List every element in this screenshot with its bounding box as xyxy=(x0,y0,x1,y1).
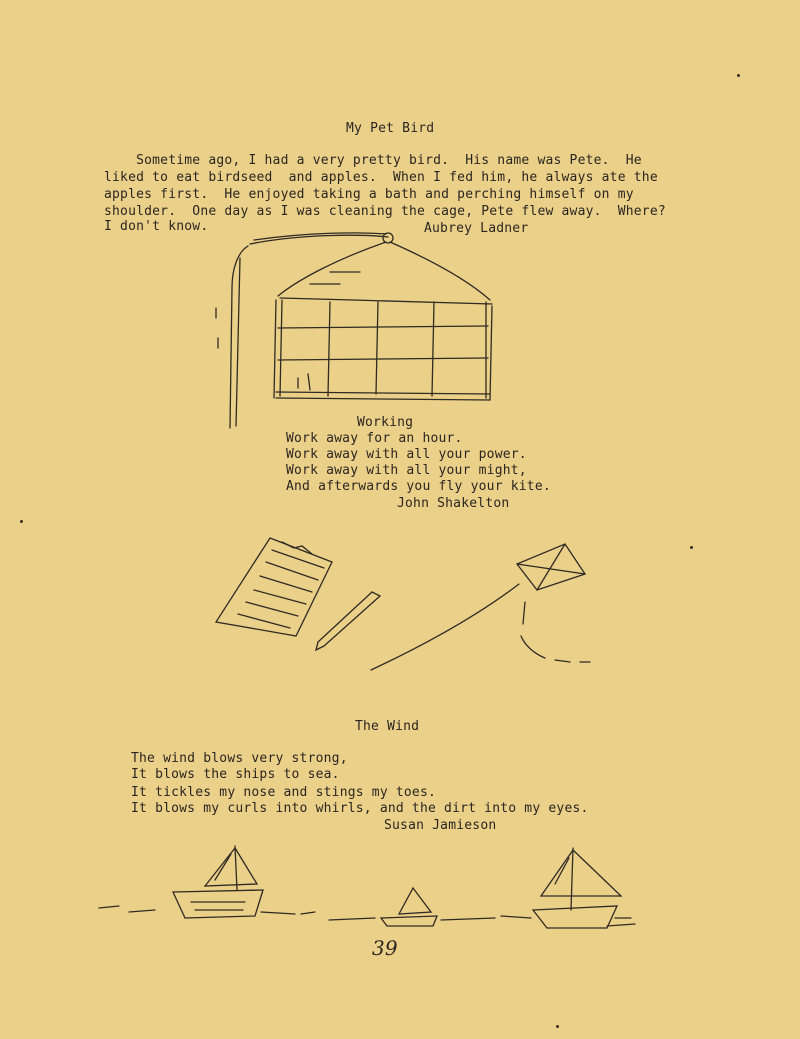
paper-speck xyxy=(556,1025,559,1028)
bird-cage-drawing xyxy=(210,228,500,433)
story-line: Sometime ago, I had a very pretty bird. His name was Pete. He xyxy=(104,153,642,168)
story-title: My Pet Bird xyxy=(346,121,435,136)
poem1-author: John Shakelton xyxy=(397,496,510,511)
poem1-title: Working xyxy=(357,415,414,430)
poem2-line: It blows the ships to sea. xyxy=(131,767,340,782)
story-line: apples first. He enjoyed taking a bath and perching himself on my xyxy=(104,187,634,202)
kite-drawing xyxy=(365,540,610,675)
poem2-line: It blows my curls into whirls, and the dirt into my eyes. xyxy=(131,801,589,816)
paper-speck xyxy=(690,546,693,549)
paper-and-pencil-drawing xyxy=(212,532,387,652)
poem2-line: It tickles my nose and stings my toes. xyxy=(131,785,437,800)
sailboats-drawing xyxy=(95,840,640,940)
poem2-author: Susan Jamieson xyxy=(384,818,497,833)
poem2-line: The wind blows very strong, xyxy=(131,751,348,766)
poem1-line: Work away for an hour. xyxy=(286,431,463,446)
story-author: Aubrey Ladner xyxy=(424,221,529,236)
story-line: liked to eat birdseed and apples. When I fed him, he always ate the xyxy=(104,170,658,185)
poem1-line: Work away with all your might, xyxy=(286,463,527,478)
story-line: shoulder. One day as I was cleaning the cage, Pete flew away. Where? xyxy=(104,204,666,219)
story-line: I don't know. xyxy=(104,219,209,234)
poem1-line: And afterwards you fly your kite. xyxy=(286,479,551,494)
paper-speck xyxy=(20,520,23,523)
poem1-line: Work away with all your power. xyxy=(286,447,527,462)
page-number: 39 xyxy=(372,936,398,960)
poem2-title: The Wind xyxy=(355,719,420,734)
paper-speck xyxy=(737,74,740,77)
